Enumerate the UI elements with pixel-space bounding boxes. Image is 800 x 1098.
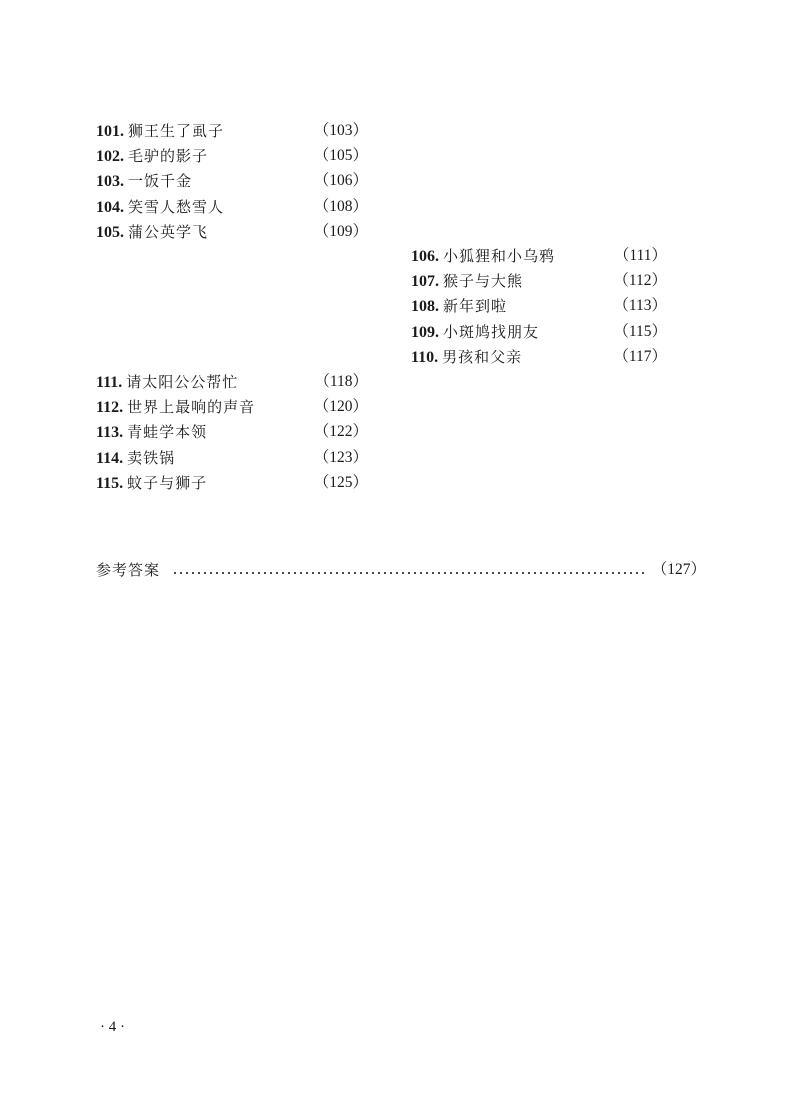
page-number: · 4 · — [100, 1019, 125, 1035]
toc-entry-number: 102. — [96, 148, 124, 166]
toc-entry-number: 111. — [96, 374, 123, 391]
toc-entry-number: 108. — [411, 298, 439, 316]
answers-label: 参考答案 — [96, 561, 161, 579]
toc-entry-number: 101. — [96, 123, 124, 140]
toc-entry[interactable] — [96, 369, 368, 394]
toc-entry-number: 110. — [411, 348, 439, 366]
toc-entry[interactable] — [96, 470, 368, 495]
toc-entry-page: （115） — [613, 322, 667, 340]
toc-entry-page: （105） — [313, 147, 368, 165]
toc-entry-title: 笑雪人愁雪人 — [128, 197, 225, 216]
toc-column-left-bottom — [96, 369, 368, 495]
toc-entry-title: 狮王生了虱子 — [128, 122, 225, 140]
toc-entry[interactable] — [411, 319, 667, 344]
toc-entry-page: （117） — [613, 347, 667, 365]
toc-entry-title: 蚊子与狮子 — [127, 473, 208, 492]
toc-entry-page: （123） — [313, 448, 368, 466]
toc-entry-answers[interactable] — [96, 557, 706, 583]
toc-entry[interactable] — [96, 194, 368, 219]
toc-entry-number: 112. — [96, 399, 124, 417]
toc-entry-title: 小斑鸠找朋友 — [443, 322, 540, 341]
toc-entry-number: 105. — [96, 223, 124, 241]
toc-entry-title: 一饭千金 — [128, 172, 193, 191]
toc-entry-number: 103. — [96, 173, 124, 191]
toc-entry-number: 115. — [96, 474, 124, 492]
toc-column-right — [411, 243, 667, 369]
toc-entry[interactable] — [96, 143, 368, 168]
toc-entry-number: 104. — [96, 198, 124, 216]
toc-entry-page: （118） — [314, 373, 368, 390]
toc-entry-number: 113. — [96, 424, 124, 442]
toc-entry[interactable] — [411, 243, 667, 268]
toc-entry-title: 男孩和父亲 — [442, 347, 523, 366]
toc-entry-number: 114. — [96, 449, 124, 467]
toc-entry-number: 107. — [411, 273, 439, 291]
toc-entry-page: （122） — [313, 423, 368, 441]
toc-entry-page: （109） — [313, 222, 368, 240]
toc-entry-title: 请太阳公公帮忙 — [126, 373, 239, 391]
toc-entry-page: （120） — [313, 398, 368, 416]
toc-entry-page: （112） — [613, 272, 667, 290]
toc-entry[interactable] — [96, 394, 368, 419]
toc-entry-number: 109. — [411, 323, 439, 341]
toc-entry-page: （108） — [313, 197, 368, 215]
toc-entry-page: （103） — [313, 122, 368, 139]
toc-entry[interactable] — [411, 268, 667, 293]
toc-entry-title: 蒲公英学飞 — [128, 222, 209, 241]
toc-entry-page: （106） — [313, 172, 368, 190]
toc-entry[interactable] — [96, 419, 368, 444]
toc-entry-title: 世界上最响的声音 — [127, 398, 256, 417]
toc-entry[interactable] — [96, 168, 368, 193]
toc-entry-title: 卖铁锅 — [127, 448, 176, 467]
toc-entry-title: 猴子与大熊 — [443, 272, 524, 291]
toc-column-left-top — [96, 118, 368, 244]
toc-entry[interactable] — [411, 344, 667, 369]
toc-entry-title: 青蛙学本领 — [127, 423, 208, 442]
toc-entry[interactable] — [96, 219, 368, 244]
toc-entry[interactable] — [96, 118, 368, 143]
toc-entry-number: 106. — [411, 248, 439, 265]
toc-entry-title: 小狐狸和小乌鸦 — [443, 247, 556, 265]
toc-entry-page: （111） — [613, 247, 667, 264]
toc-entry-page: （125） — [313, 473, 368, 491]
toc-entry[interactable] — [96, 445, 368, 470]
toc-entry-page: （113） — [613, 297, 667, 315]
toc-entry[interactable] — [411, 293, 667, 318]
toc-entry-title: 毛驴的影子 — [128, 147, 209, 166]
dot-leader — [172, 572, 644, 574]
toc-entry-title: 新年到啦 — [443, 297, 508, 316]
answers-page: （127） — [651, 561, 706, 578]
